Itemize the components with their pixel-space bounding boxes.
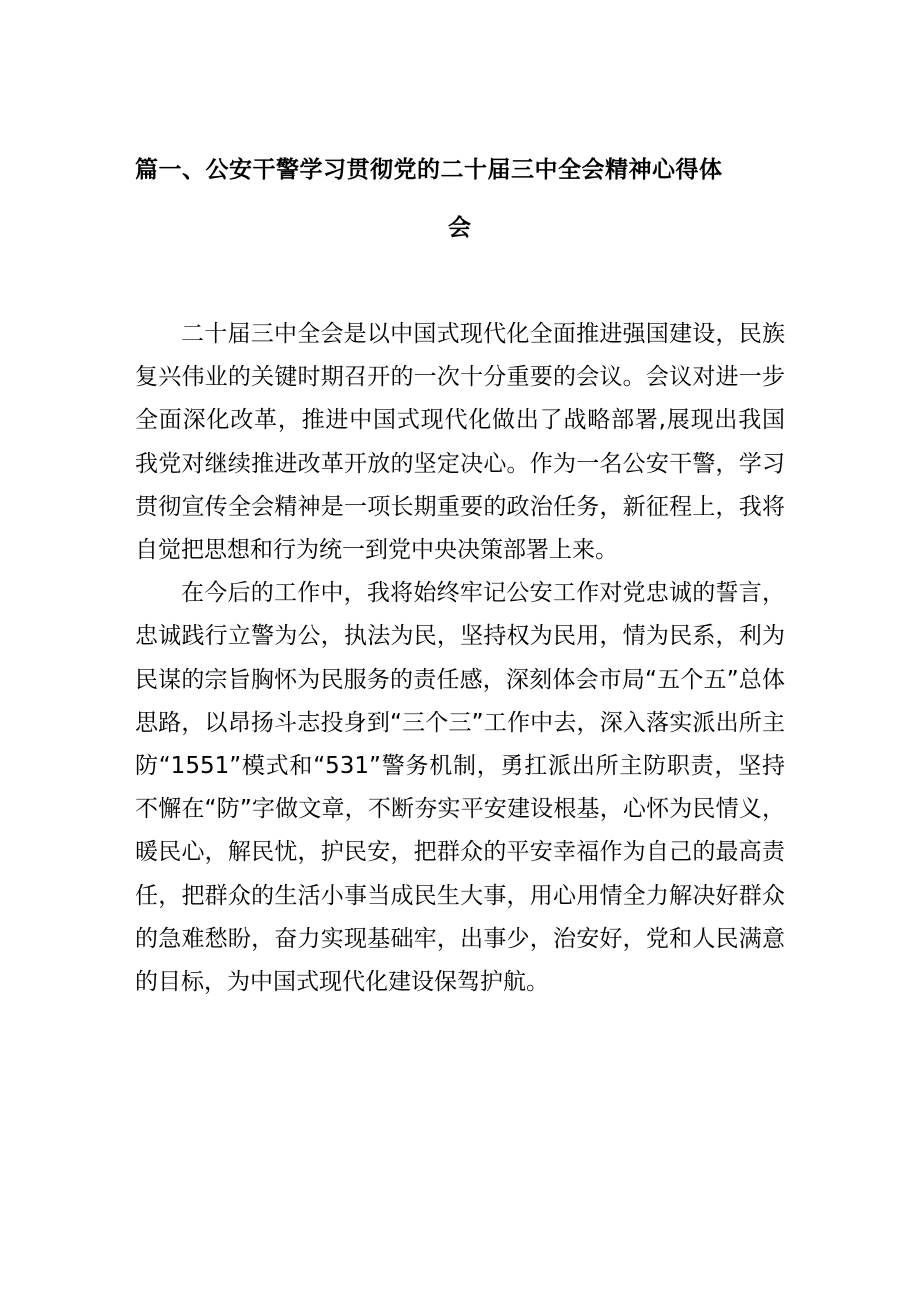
document-title-line-1: 篇一、公安干警学习贯彻党的二十届三中全会精神心得体 [135, 157, 723, 183]
paragraph-2: 在今后的工作中，我将始终牢记公安工作对党忠诚的誓言，忠诚践行立警为公，执法为民，坚持权为民用，情为民系，利为民谋的宗旨胸怀为民服务的责任感，深刻体会市局“五个五”总体思路，以昂扬斗志投身到“三个三”工作中去，深入落实派出所主防“1551”模式和“531”警务机制，勇扛派出所主防职责，坚持不懈在“防”字做文章，不断夯实平安建设根基，心怀为民情义，暖民心，解民忧，护民安，把群众的平安幸福作为自己的最高责任，把群众的生活小事当成民生大事，用心用情全力解决好群众的急难愁盼，奋力实现基础牢，出事少，治安好，党和人民满意的目标，为中国式现代化建设保驾护航。 [135, 580, 785, 996]
document-title-line-2: 会 [448, 215, 472, 241]
document-body [135, 313, 785, 1004]
paragraph-1: 二十届三中全会是以中国式现代化全面推进强国建设，民族复兴伟业的关键时期召开的一次十分重要的会议。会议对进一步全面深化改革，推进中国式现代化做出了战略部署,展现出我国我党对继续推进改革开放的坚定决心。作为一名公安干警，学习贯彻宣传全会精神是一项长期重要的政治任务，新征程上，我将自觉把思想和行为统一到党中央决策部署上来。 [135, 321, 785, 564]
